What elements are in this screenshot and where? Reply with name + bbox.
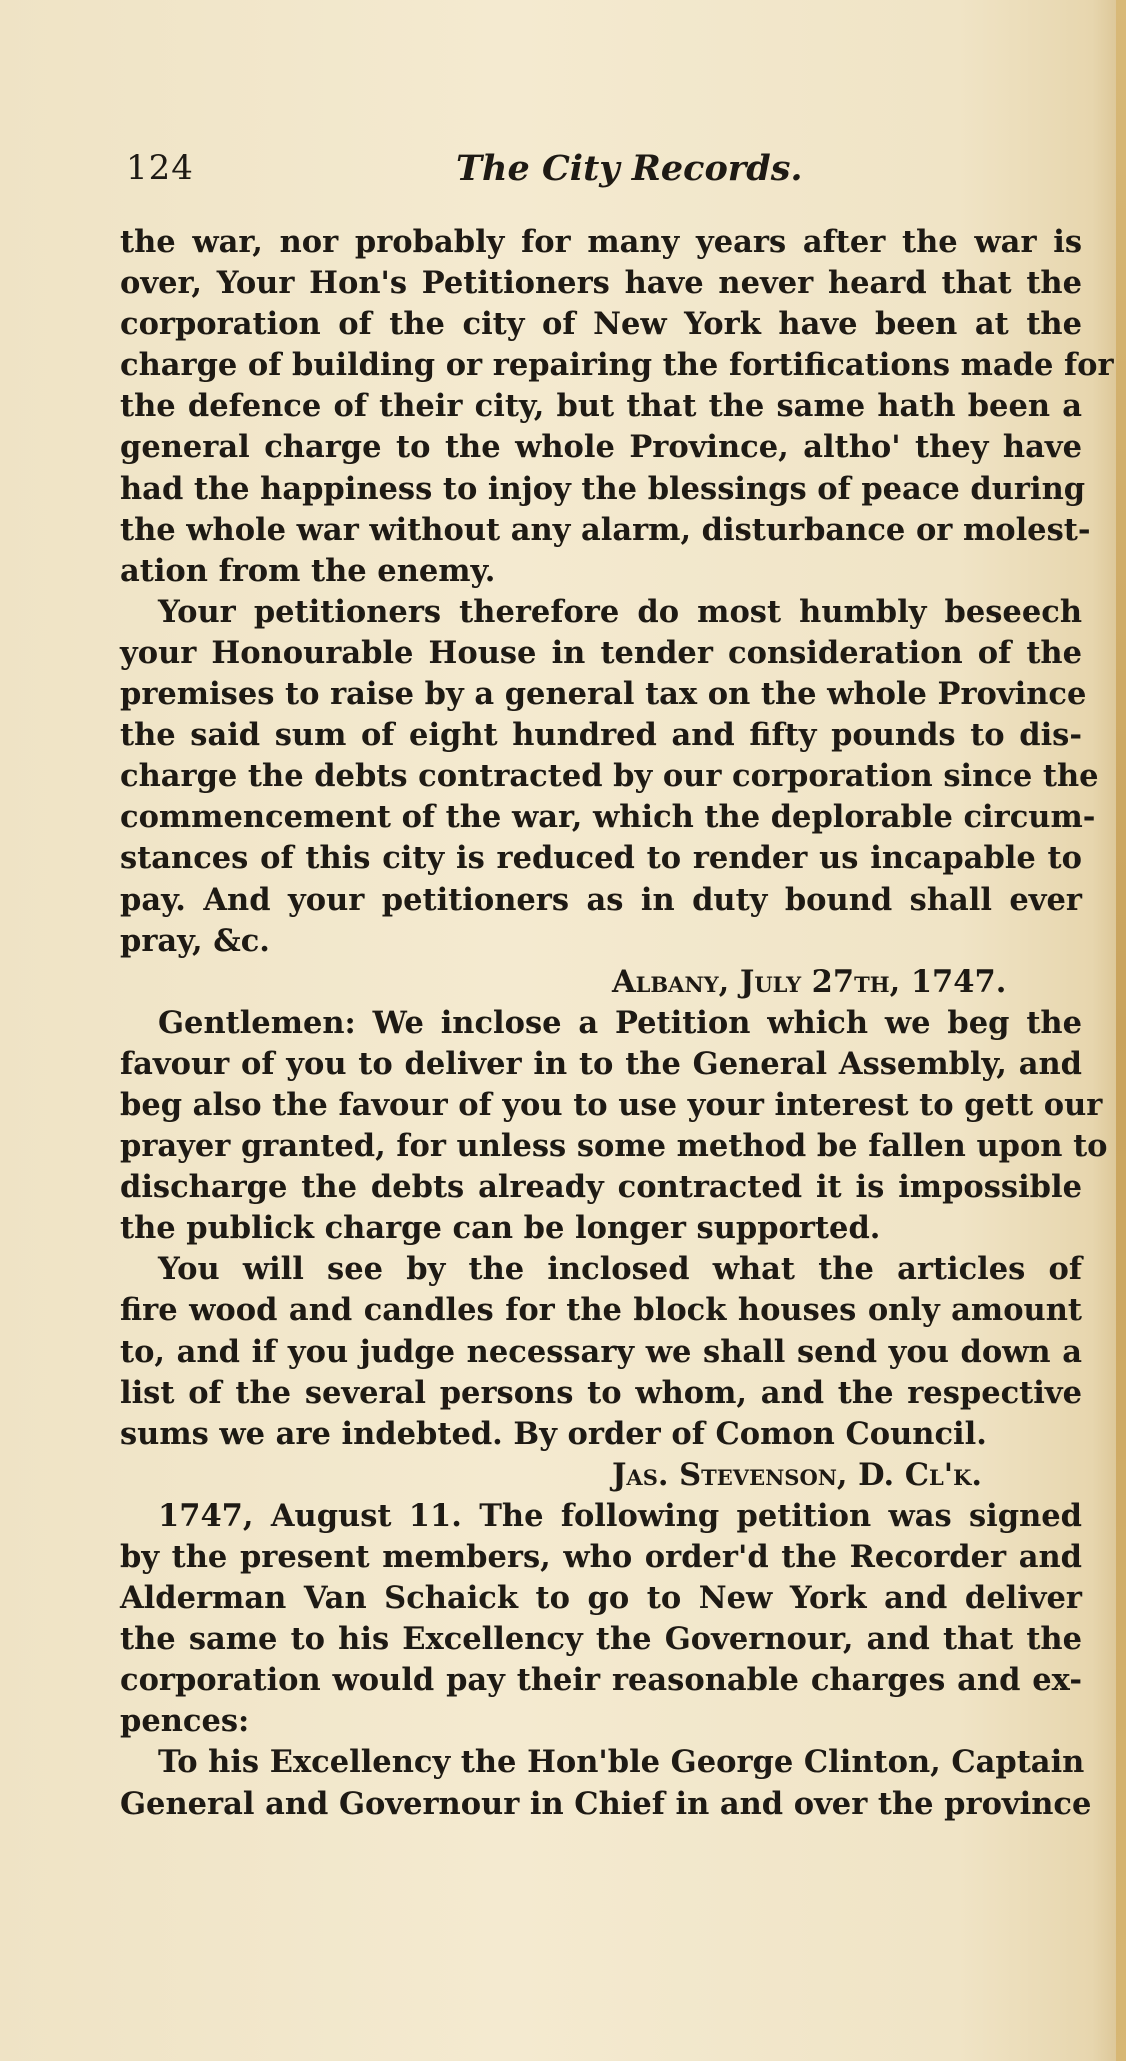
text-line: corporation would pay their reasonable charges and ex- [120, 1662, 1082, 1699]
text-line: the whole war without any alarm, disturbance or molest- [120, 511, 1091, 548]
body-text [120, 222, 1114, 1825]
text-line: General and Governour in Chief in and over the province [120, 1785, 1092, 1822]
text-line: premises to raise by a general tax on the whole Province [120, 676, 1087, 713]
text-line: by the present members, who order'd the Recorder and [120, 1539, 1082, 1575]
text-line: to, and if you judge necessary we shall send you down a [120, 1333, 1082, 1370]
text-line: ation from the enemy. [120, 552, 496, 589]
text-line: the publick charge can be longer supported. [120, 1210, 881, 1247]
text-line: your Honourable House in tender consideration of the [120, 634, 1082, 671]
text-line: To his Excellency the Hon'ble George Clinton, Captain [158, 1744, 1085, 1781]
text-line: the war, nor probably for many years after the war is [120, 224, 1082, 260]
text-line: sums we are indebted. By order of Comon Council. [120, 1415, 987, 1452]
text-line: charge the debts contracted by our corporation since the [120, 758, 1099, 795]
text-line: charge of building or repairing the fortifications made for [120, 347, 1114, 384]
text-line: corporation of the city of New York have been at the [120, 306, 1082, 343]
text-line: commencement of the war, which the deplorable circum- [120, 799, 1096, 836]
text-line: over, Your Hon's Petitioners have never heard that the [120, 265, 1082, 302]
signature: Jas. Stevenson, D. Cl'k. [612, 1456, 983, 1493]
text-line: prayer granted, for unless some method be fallen upon to [120, 1128, 1108, 1165]
page-number: 124 [126, 148, 194, 188]
text-line: favour of you to deliver in to the General Assembly, and [120, 1045, 1082, 1082]
dateline: Albany, July 27th, 1747. [612, 963, 1007, 1000]
text-line: Alderman Van Schaick to go to New York and deliver [120, 1580, 1082, 1617]
text-line: stances of this city is reduced to render us incapable to [120, 840, 1082, 877]
page-header [126, 148, 1082, 200]
text-line: pay. And your petitioners as in duty bound shall ever [120, 881, 1082, 918]
text-line: You will see by the inclosed what the articles of [158, 1251, 1082, 1288]
text-line: Gentlemen: We inclose a Petition which we beg the [158, 1004, 1082, 1041]
text-line: discharge the debts already contracted it is impossible [120, 1169, 1082, 1206]
text-line: 1747, August 11. The following petition was signed [158, 1497, 1082, 1534]
text-line: fire wood and candles for the block houses only amount [120, 1292, 1082, 1329]
running-head: The City Records. [456, 148, 803, 189]
text-line: the defence of their city, but that the same hath been a [120, 388, 1082, 425]
text-line: Your petitioners therefore do most humbly beseech [158, 593, 1082, 630]
text-line: the said sum of eight hundred and fifty pounds to dis- [120, 717, 1082, 754]
page-edge [1116, 0, 1126, 2061]
text-line: pray, &c. [120, 922, 270, 959]
text-line: general charge to the whole Province, altho' they have [120, 429, 1082, 466]
text-line: had the happiness to injoy the blessings of peace during [120, 470, 1086, 507]
text-line: list of the several persons to whom, and the respective [120, 1374, 1082, 1411]
text-line: pences: [120, 1703, 250, 1740]
text-line: beg also the favour of you to use your interest to gett our [120, 1086, 1103, 1123]
text-line: the same to his Excellency the Governour, and that the [120, 1621, 1082, 1658]
